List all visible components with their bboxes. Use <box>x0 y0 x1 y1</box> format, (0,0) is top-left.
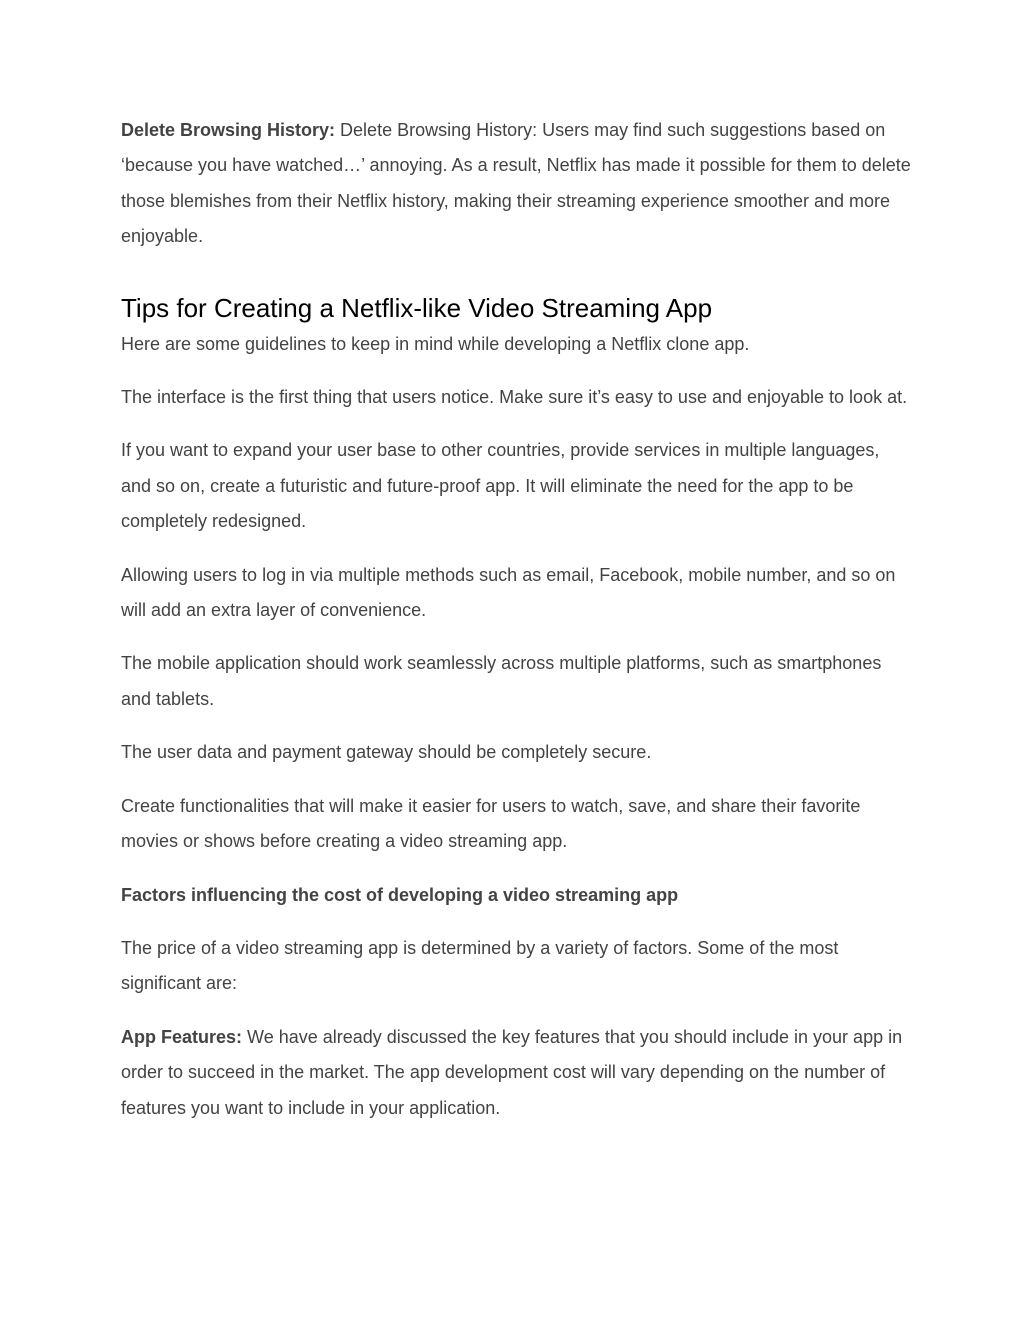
factors-heading <box>121 878 911 913</box>
factors-intro: The price of a video streaming app is determined by a variety of factors. Some of the most significant are: <box>121 937 839 994</box>
tips-paragraph-3: Allowing users to log in via multiple methods such as email, Facebook, mobile number, and so on will add an extra layer of convenience. <box>121 564 896 621</box>
app-features-paragraph <box>121 1020 911 1126</box>
tips-paragraph-1: The interface is the first thing that users notice. Make sure it’s easy to use and enjoyable to look at. <box>121 387 908 408</box>
delete-history-text: Delete Browsing History: Users may find such suggestions based on ‘because you have watched…’ annoying. As a result, Netflix has made it possible for them to delete those blemishes from their Netflix history, making their streaming experience smoother and more enjoyable. <box>121 120 911 247</box>
tips-paragraph-4: The mobile application should work seamlessly across multiple platforms, such as smartphones and tablets. <box>121 653 882 709</box>
document-page <box>121 113 911 1126</box>
app-features-label: App Features: <box>121 1026 243 1047</box>
app-features-text: We have already discussed the key features that you should include in your app in order to succeed in the market. The app development cost will vary depending on the number of features you want to include in your application. <box>121 1026 903 1118</box>
factors-heading-text: Factors influencing the cost of developing a video streaming app <box>121 884 679 905</box>
tips-paragraph-2: If you want to expand your user base to other countries, provide services in multiple languages, and so on, create a futuristic and future-proof app. It will eliminate the need for the app to be completely redesigned. <box>121 440 880 532</box>
tips-intro: Here are some guidelines to keep in mind while developing a Netflix clone app. <box>121 333 750 354</box>
delete-history-paragraph <box>121 113 911 255</box>
tips-heading: Tips for Creating a Netflix-like Video Streaming App <box>121 292 713 323</box>
tips-paragraph-6: Create functionalities that will make it easier for users to watch, save, and share their favorite movies or shows before creating a video streaming app. <box>121 795 861 852</box>
delete-history-label: Delete Browsing History: <box>121 120 336 140</box>
tips-paragraph-5: The user data and payment gateway should be completely secure. <box>121 742 652 763</box>
